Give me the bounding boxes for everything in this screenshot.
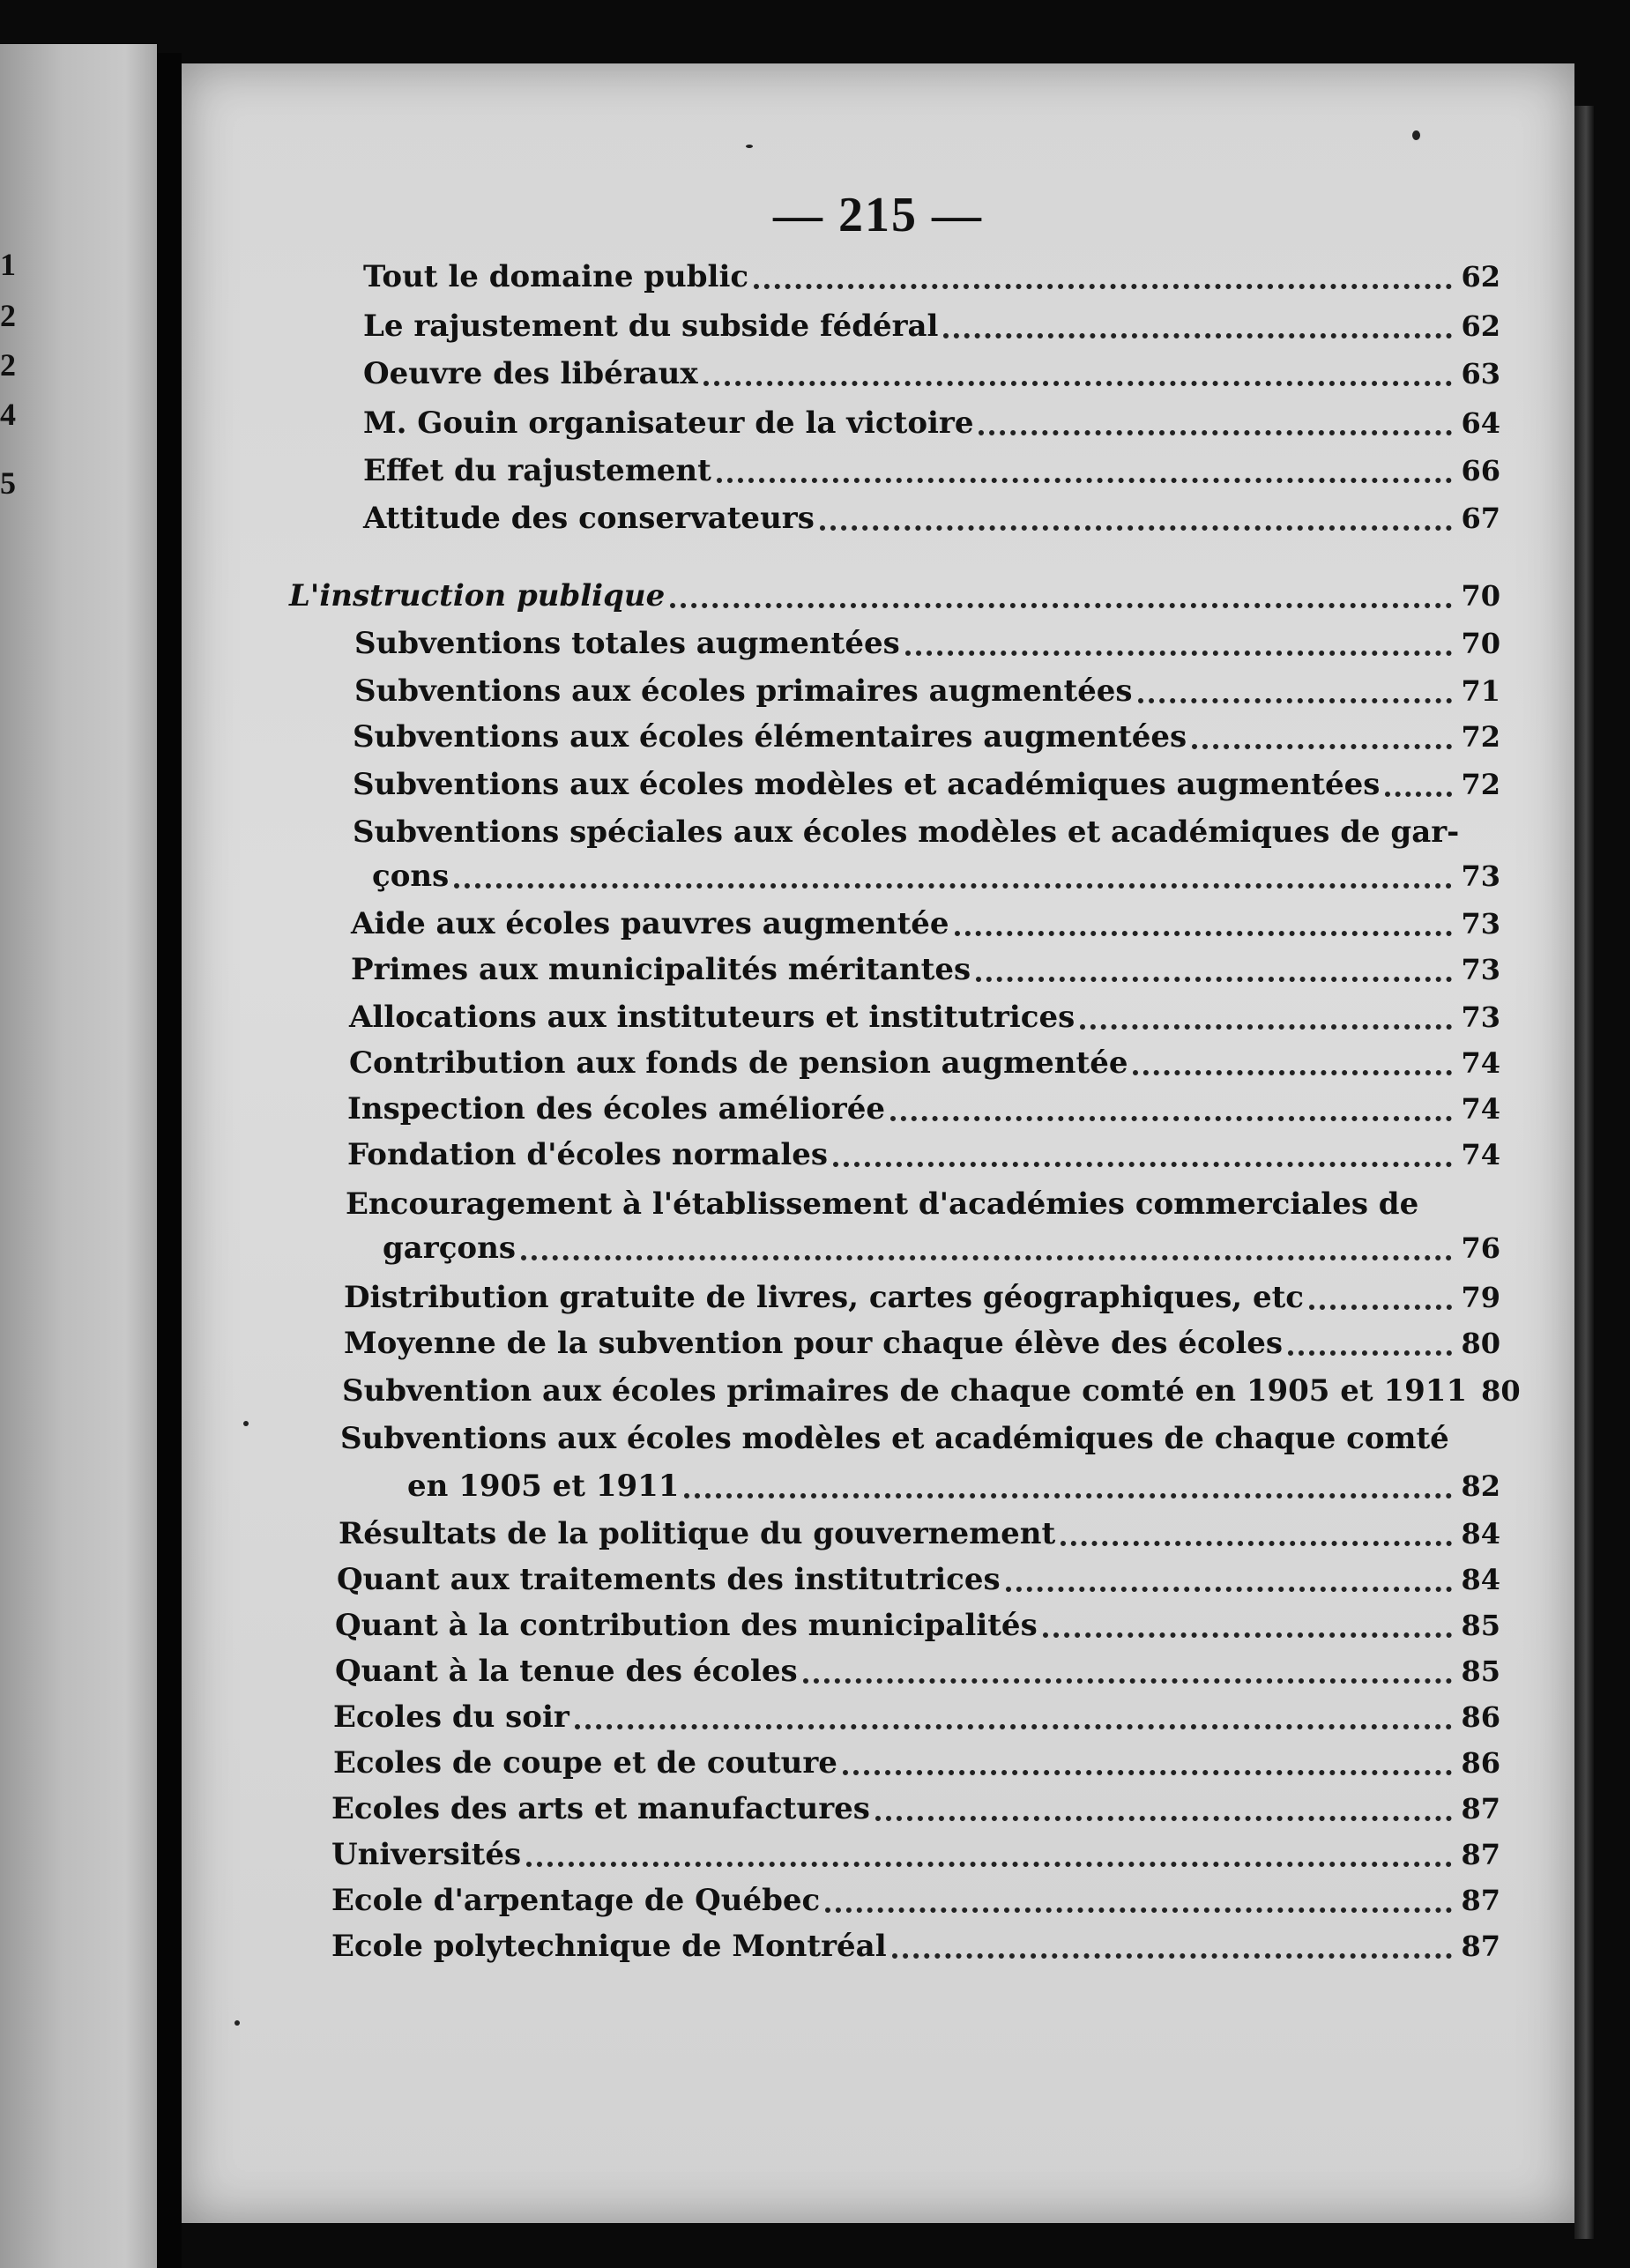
toc-entry <box>331 1927 1500 1966</box>
leader-dots <box>717 478 1453 483</box>
leader-dots <box>1043 1632 1453 1638</box>
toc-entry-page: 80 <box>1481 1374 1521 1408</box>
leader-dots <box>754 284 1452 289</box>
toc-section-heading <box>289 576 1500 615</box>
toc-entry <box>342 1372 1521 1410</box>
toc-entry <box>353 765 1500 804</box>
left-page-fragment: 2 <box>0 347 16 383</box>
toc-entry-page: 74 <box>1461 1138 1500 1171</box>
toc-entry-title: Effet du rajustement <box>363 453 711 488</box>
toc-entry <box>344 1278 1500 1317</box>
leader-dots <box>684 1493 1452 1498</box>
scan-speck <box>234 2020 240 2026</box>
leader-dots <box>1309 1305 1452 1310</box>
toc-entry-page: 72 <box>1461 720 1500 754</box>
leader-dots <box>943 333 1452 338</box>
toc-entry-page: 79 <box>1461 1281 1500 1314</box>
toc-entry-page: 66 <box>1461 454 1500 487</box>
toc-entry <box>344 1324 1500 1363</box>
toc-entry-title: Moyenne de la subvention pour chaque élève des écoles <box>344 1326 1284 1361</box>
toc-entry <box>339 1514 1500 1553</box>
toc-entry-title: Subventions aux écoles primaires augmentées <box>354 673 1133 709</box>
toc-entry-page: 62 <box>1461 260 1500 294</box>
leader-dots <box>905 651 1453 656</box>
toc-entry <box>331 1835 1500 1874</box>
toc-entry-page: 85 <box>1461 1609 1500 1642</box>
leader-dots <box>875 1816 1453 1821</box>
leader-dots <box>979 430 1452 435</box>
leader-dots <box>1192 744 1452 749</box>
page-number: — 215 — <box>773 188 983 242</box>
scan-speck <box>746 145 753 148</box>
toc-entry-title: Le rajustement du subside fédéral <box>363 309 939 344</box>
left-page-fragment: 5 <box>0 465 16 501</box>
toc-entry-title: Fondation d'écoles normales <box>347 1137 829 1172</box>
toc-entry <box>354 624 1500 663</box>
toc-entry-title: Subventions aux écoles modèles et académiques augmentées <box>353 767 1381 802</box>
toc-entry <box>363 404 1500 442</box>
toc-entry <box>383 1229 1500 1268</box>
leader-dots <box>454 883 1452 889</box>
toc-entry-page: 63 <box>1461 357 1500 390</box>
toc-entry-title: Tout le domaine public <box>363 259 749 294</box>
toc-entry <box>333 1698 1500 1736</box>
toc-entry-page: 73 <box>1461 1000 1500 1034</box>
leader-dots <box>1138 698 1453 703</box>
toc-entry-title: Aide aux écoles pauvres augmentée <box>351 906 949 941</box>
leader-dots <box>670 603 1452 608</box>
toc-entry <box>349 998 1500 1037</box>
toc-entry-page: 86 <box>1461 1700 1500 1734</box>
leader-dots <box>820 525 1453 531</box>
toc-entry-first-line <box>353 813 1490 851</box>
leader-dots <box>833 1162 1452 1167</box>
toc-entry-first-line <box>346 1185 1483 1223</box>
toc-entry <box>351 904 1500 943</box>
toc-entry-title: Ecoles du soir <box>333 1699 569 1735</box>
toc-entry-title: Ecoles de coupe et de couture <box>333 1745 837 1781</box>
leader-dots <box>825 1907 1452 1913</box>
toc-entry-title: Distribution gratuite de livres, cartes géographiques, etc <box>344 1280 1304 1315</box>
toc-entry-page: 71 <box>1461 674 1500 708</box>
toc-entry-page: 82 <box>1461 1469 1500 1503</box>
toc-entry <box>347 1135 1500 1174</box>
leader-dots <box>955 931 1453 936</box>
toc-entry <box>363 257 1500 296</box>
toc-entry-page: 84 <box>1461 1563 1500 1596</box>
toc-entry-title: Subvention aux écoles primaires de chaque comté en 1905 et 1911 <box>342 1373 1468 1409</box>
leader-dots <box>1288 1350 1452 1356</box>
toc-entry-page: 85 <box>1461 1655 1500 1688</box>
toc-entry <box>363 307 1500 346</box>
toc-entry-page: 67 <box>1461 502 1500 535</box>
leader-dots <box>1006 1587 1453 1592</box>
toc-entry-title: Ecoles des arts et manufactures <box>331 1791 870 1826</box>
toc-entry <box>407 1467 1500 1506</box>
table-of-contents <box>182 63 1574 2223</box>
left-page-edge <box>0 44 157 2268</box>
toc-entry-title: Ecole d'arpentage de Québec <box>331 1883 821 1918</box>
left-page-fragment: 1 <box>0 247 16 282</box>
leader-dots <box>1133 1070 1452 1075</box>
toc-entry-title: Inspection des écoles améliorée <box>347 1091 885 1127</box>
toc-entry-page: 73 <box>1461 859 1500 893</box>
leader-dots <box>1080 1024 1452 1030</box>
leader-dots <box>890 1116 1452 1121</box>
leader-dots <box>1385 792 1452 797</box>
toc-entry <box>335 1606 1500 1645</box>
leader-dots <box>521 1255 1453 1260</box>
toc-entry-page: 70 <box>1461 627 1500 660</box>
toc-entry-page: 84 <box>1461 1517 1500 1550</box>
toc-entry <box>363 451 1500 490</box>
toc-entry <box>349 1044 1500 1082</box>
leader-dots <box>575 1724 1453 1729</box>
toc-entry-page: 87 <box>1461 1792 1500 1826</box>
toc-entry-title: Subventions totales augmentées <box>354 626 900 661</box>
toc-entry-title: Oeuvre des libéraux <box>363 356 698 391</box>
toc-entry-title: Encouragement à l'établissement d'académies commerciales de <box>346 1186 1419 1222</box>
toc-entry <box>333 1744 1500 1782</box>
toc-entry-title: Ecole polytechnique de Montréal <box>331 1929 887 1964</box>
scan-speck <box>1412 130 1420 140</box>
leader-dots <box>526 1862 1452 1867</box>
scan-speck <box>243 1421 249 1426</box>
toc-entry-page: 73 <box>1461 907 1500 941</box>
toc-entry-title: M. Gouin organisateur de la victoire <box>363 405 974 441</box>
toc-entry-title: çons <box>372 859 450 894</box>
toc-entry-first-line <box>340 1419 1486 1458</box>
toc-entry <box>363 499 1500 538</box>
toc-entry <box>347 1089 1500 1128</box>
book-gutter <box>157 53 182 2268</box>
leader-dots <box>843 1770 1453 1775</box>
toc-entry-page: 62 <box>1461 309 1500 343</box>
toc-entry-page: 64 <box>1461 406 1500 440</box>
toc-entry-title: Quant à la contribution des municipalités <box>335 1608 1038 1643</box>
leader-dots <box>1061 1541 1452 1546</box>
toc-entry-page: 74 <box>1461 1046 1500 1080</box>
toc-entry-title: Quant aux traitements des institutrices <box>337 1562 1001 1597</box>
toc-entry-page: 80 <box>1461 1327 1500 1360</box>
toc-entry-page: 87 <box>1461 1884 1500 1917</box>
toc-entry-page: 87 <box>1461 1930 1500 1963</box>
toc-entry-page: 70 <box>1461 579 1500 613</box>
toc-entry-title: Contribution aux fonds de pension augmentée <box>349 1045 1128 1081</box>
leader-dots <box>803 1678 1453 1684</box>
toc-entry-page: 72 <box>1461 768 1500 801</box>
toc-entry <box>363 354 1500 393</box>
toc-entry-title: Résultats de la politique du gouvernement <box>339 1516 1056 1551</box>
toc-entry-title: en 1905 et 1911 <box>407 1469 680 1504</box>
leader-dots <box>703 381 1453 386</box>
toc-entry <box>353 718 1500 756</box>
toc-entry <box>335 1652 1500 1691</box>
document-page <box>182 63 1574 2223</box>
toc-entry-title: Universités <box>331 1837 522 1872</box>
toc-entry-title: Subventions aux écoles modèles et académiques de chaque comté <box>340 1421 1449 1456</box>
toc-entry-page: 87 <box>1461 1838 1500 1871</box>
toc-entry <box>337 1560 1500 1599</box>
toc-entry <box>351 950 1500 989</box>
toc-entry-title: Attitude des conservateurs <box>363 501 815 536</box>
toc-entry <box>331 1789 1500 1828</box>
toc-entry <box>331 1881 1500 1920</box>
toc-section-title: L'instruction publique <box>289 578 666 613</box>
left-page-fragment: 2 <box>0 298 16 333</box>
toc-entry <box>372 857 1500 896</box>
toc-entry-page: 76 <box>1461 1231 1500 1265</box>
toc-entry-title: Quant à la tenue des écoles <box>335 1654 798 1689</box>
toc-entry-title: Allocations aux instituteurs et institutrices <box>349 1000 1076 1035</box>
toc-entry-title: garçons <box>383 1231 516 1266</box>
toc-entry-page: 73 <box>1461 953 1500 986</box>
toc-entry <box>354 672 1500 710</box>
toc-entry-page: 74 <box>1461 1092 1500 1126</box>
left-page-fragment: 4 <box>0 397 16 432</box>
toc-entry-title: Subventions spéciales aux écoles modèles et académiques de gar- <box>353 814 1460 850</box>
toc-entry-title: Subventions aux écoles élémentaires augmentées <box>353 719 1187 755</box>
leader-dots <box>976 977 1452 982</box>
toc-entry-title: Primes aux municipalités méritantes <box>351 952 971 987</box>
leader-dots <box>892 1953 1453 1959</box>
toc-entry-page: 86 <box>1461 1746 1500 1780</box>
page-edge-shadow <box>1574 106 1594 2239</box>
